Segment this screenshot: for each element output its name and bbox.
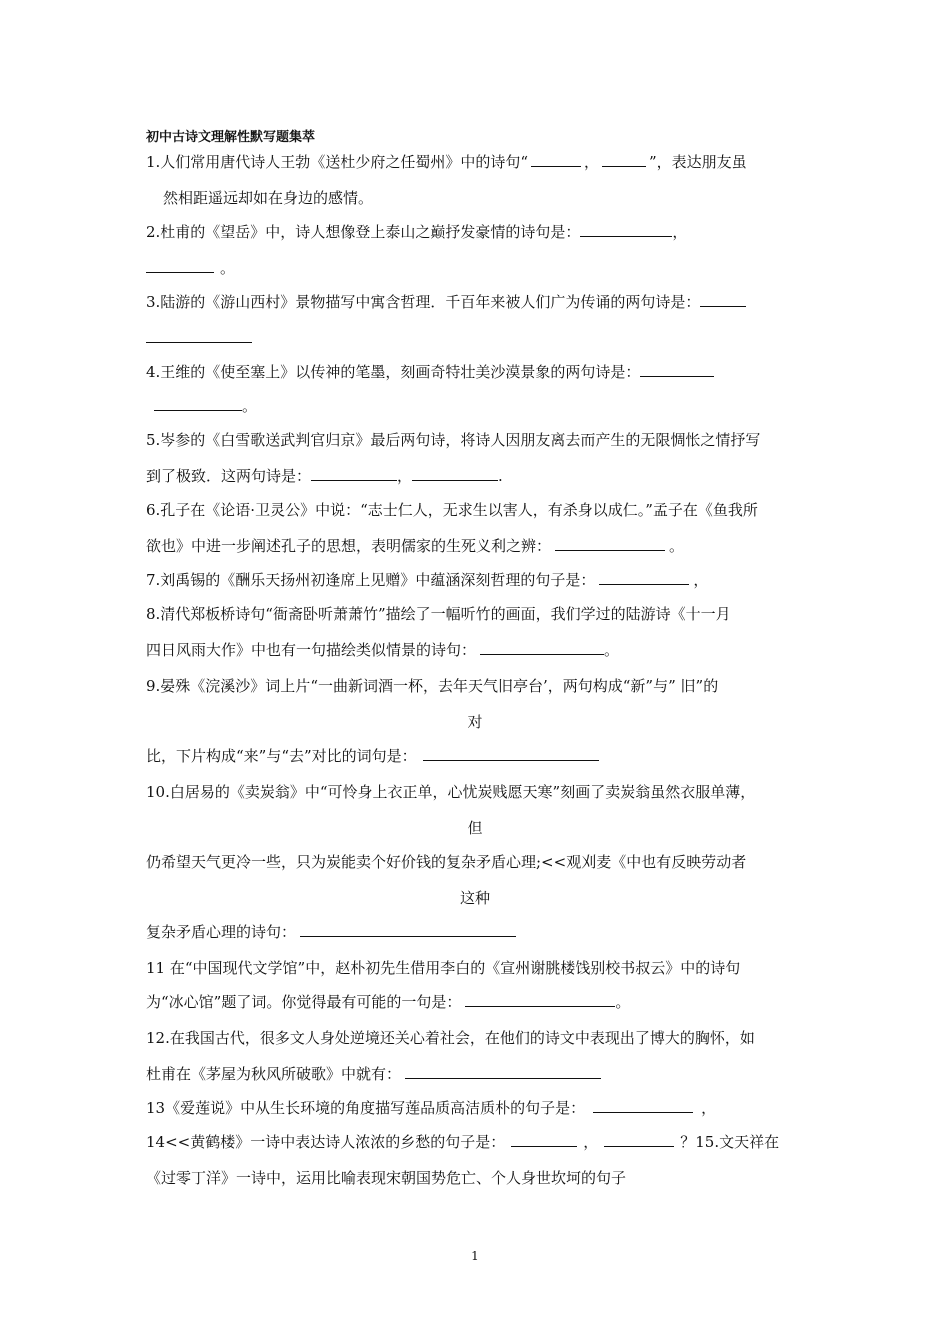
question-15-line: 《过零丁洋》一诗中，运用比喻表现宋朝国势危亡、个人身世坎坷的句子 <box>146 1169 627 1187</box>
question-8-line-1: 8.清代郑板桥诗句“衙斋卧听萧萧竹”描绘了一幅听竹的画面，我们学过的陆游诗《十一月 <box>146 605 731 623</box>
question-5-line-2: 到了极致．这两句诗是： ， . <box>146 467 503 485</box>
answer-blank[interactable] <box>154 396 242 411</box>
answer-blank[interactable] <box>146 328 252 343</box>
answer-blank[interactable] <box>602 152 646 167</box>
question-6-line-2: 欲也》中进一步阐述孔子的思想，表明儒家的生死义利之辨： 。 <box>146 537 685 555</box>
answer-blank[interactable] <box>599 570 689 585</box>
question-1-line-2: 然相距遥远却如在身边的感情。 <box>163 189 374 207</box>
question-9-wrap: 对 <box>467 713 483 731</box>
question-5-line-1: 5.岑参的《白雪歌送武判官归京》最后两句诗，将诗人因朋友离去而产生的无限惆怅之情抒写 <box>146 431 761 449</box>
answer-blank[interactable] <box>555 536 665 551</box>
answer-blank[interactable] <box>593 1098 693 1113</box>
question-2-line-2: 。 <box>146 258 235 278</box>
question-4-line-2: 。 <box>154 396 257 416</box>
answer-blank[interactable] <box>412 466 498 481</box>
question-6-line-1: 6.孔子在《论语·卫灵公》中说：“志士仁人，无求生以害人，有杀身以成仁。”孟子在《鱼我所 <box>146 501 758 519</box>
answer-blank[interactable] <box>465 992 615 1007</box>
question-13-line: 13《爱莲说》中从生长环境的角度描写莲品质高洁质朴的句子是： ， <box>146 1099 717 1117</box>
question-12-line-1: 12.在我国古代，很多文人身处逆境还关心着社会，在他们的诗文中表现出了博大的胸怀，如 <box>146 1029 755 1047</box>
question-3-line-2 <box>146 328 252 348</box>
answer-blank[interactable] <box>146 258 214 273</box>
question-10-line-1: 10.白居易的《卖炭翁》中“可怜身上衣正单，心忧炭贱愿天寒”刻画了卖炭翁虽然衣服单薄， <box>146 783 756 801</box>
answer-blank[interactable] <box>604 1132 674 1147</box>
answer-blank[interactable] <box>423 746 599 761</box>
answer-blank[interactable] <box>700 292 746 307</box>
answer-blank[interactable] <box>511 1132 577 1147</box>
answer-blank[interactable] <box>480 640 604 655</box>
question-7-line: 7.刘禹锡的《酬乐天扬州初逢席上见赠》中蕴涵深刻哲理的句子是： ， <box>146 571 709 589</box>
question-2-line-1: 2.杜甫的《望岳》中，诗人想像登上泰山之巅抒发豪情的诗句是： ， <box>146 223 688 241</box>
question-14-line: 14<<黄鹤楼》一诗中表达诗人浓浓的乡愁的句子是： ， ？15.文天祥在 <box>146 1133 780 1151</box>
answer-blank[interactable] <box>300 922 516 937</box>
question-1-line-1: 1.人们常用唐代诗人王勃《送杜少府之任蜀州》中的诗句“ ， ”，表达朋友虽 <box>146 153 747 171</box>
question-10-wrap-2: 这种 <box>459 889 490 907</box>
page-number: 1 <box>471 1249 479 1263</box>
answer-blank[interactable] <box>580 222 672 237</box>
question-10-line-2: 仍希望天气更冷一些，只为炭能卖个好价钱的复杂矛盾心理;<<观刈麦《中也有反映劳动者 <box>146 853 747 871</box>
question-10-wrap-1: 但 <box>467 819 483 837</box>
question-8-line-2: 四日风雨大作》中也有一句描绘类似情景的诗句： 。 <box>146 641 620 659</box>
question-12-line-2: 杜甫在《茅屋为秋风所破歌》中就有： <box>146 1064 601 1084</box>
question-4-line-1: 4.王维的《使至塞上》以传神的笔墨，刻画奇特壮美沙漠景象的两句诗是： <box>146 362 714 382</box>
question-9-line-2: 比，下片构成“来”与“去”对比的词句是： <box>146 746 599 766</box>
question-10-line-3: 复杂矛盾心理的诗句： <box>146 922 516 942</box>
answer-blank[interactable] <box>311 466 397 481</box>
question-11-line-1: 11 在“中国现代文学馆”中，赵朴初先生借用李白的《宣州谢朓楼饯别校书叔云》中的诗句 <box>146 959 741 977</box>
answer-blank[interactable] <box>640 362 714 377</box>
question-3-line-1: 3.陆游的《游山西村》景物描写中寓含哲理．千百年来被人们广为传诵的两句诗是： <box>146 292 746 312</box>
question-9-line-1: 9.晏殊《浣溪沙》词上片“一曲新词酒一杯，去年天气旧亭台’，两句构成“新”与” 旧”的 <box>146 677 719 695</box>
answer-blank[interactable] <box>405 1064 601 1079</box>
question-11-line-2: 为“冰心馆”题了词。你觉得最有可能的一句是： 。 <box>146 993 631 1011</box>
answer-blank[interactable] <box>531 152 581 167</box>
document-title: 初中古诗文理解性默写题集萃 <box>146 130 316 145</box>
